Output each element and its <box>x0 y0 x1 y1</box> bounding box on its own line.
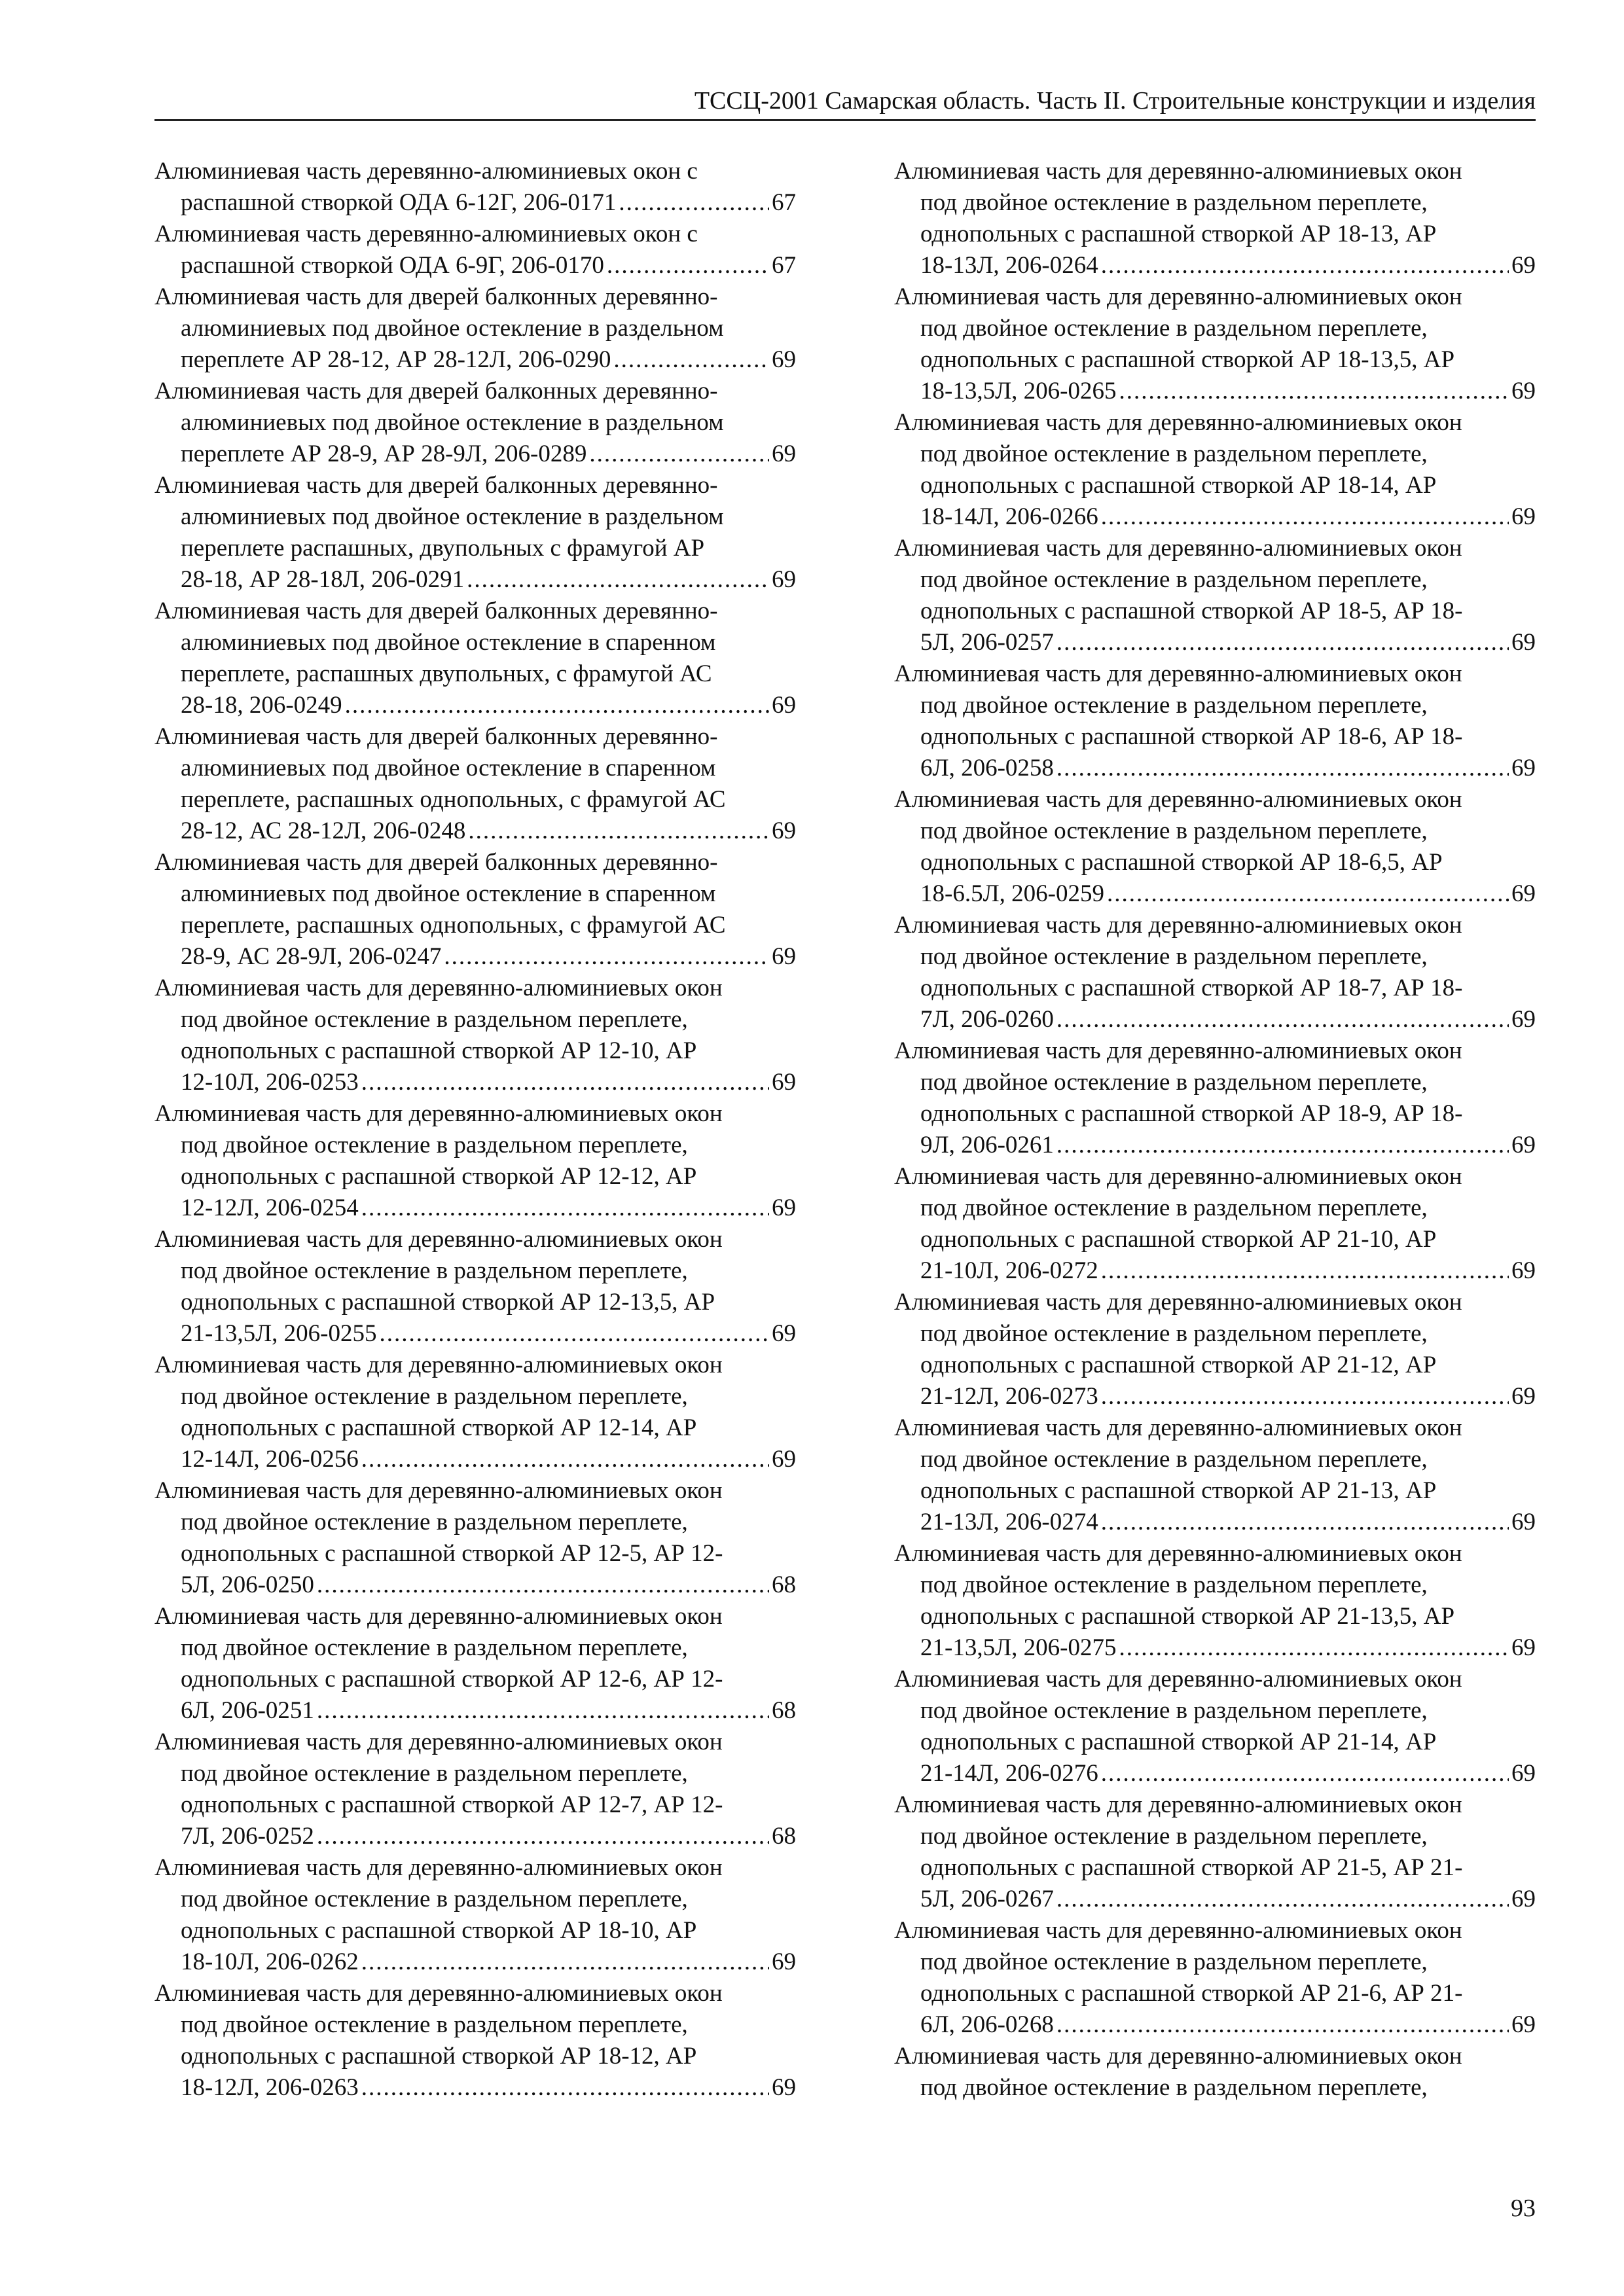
entry-last-line <box>894 1004 1536 1035</box>
entry-page-number: 69 <box>772 1194 796 1221</box>
entry-text: 12-14Л, 206-0256 <box>181 1446 359 1473</box>
entry-line: Алюминиевая часть для деревянно-алюминиевых окон <box>894 1163 1462 1190</box>
entry-line: Алюминиевая часть для деревянно-алюминиевых окон <box>154 1854 723 1881</box>
dot-leader <box>1101 250 1509 281</box>
entry-line: однопольных с распашной створкой АР 18-10, АР <box>181 1917 697 1944</box>
dot-leader <box>345 690 769 721</box>
entry-line: однопольных с распашной створкой АР 12-10, АР <box>181 1037 697 1064</box>
entry-page-number: 69 <box>772 1446 796 1473</box>
entry-line: под двойное остекление в раздельном переплете, <box>920 1069 1428 1096</box>
entry-last-line <box>894 501 1536 533</box>
entry-line: переплете, распашных однопольных, с фрамугой АС <box>181 786 726 813</box>
entry-line: однопольных с распашной створкой АР 18-9, АР 18- <box>920 1100 1463 1127</box>
entry-page-number: 69 <box>772 692 796 719</box>
entry-text: 5Л, 206-0250 <box>181 1571 314 1598</box>
index-entry <box>154 847 796 973</box>
entry-line: под двойное остекление в раздельном переплете, <box>181 1634 688 1661</box>
index-entry <box>894 1538 1536 1664</box>
dot-leader <box>317 1570 769 1601</box>
entry-line: однопольных с распашной створкой АР 21-13, АР <box>920 1477 1437 1504</box>
index-entry <box>154 1852 796 1978</box>
dot-leader <box>380 1318 770 1350</box>
entry-line: алюминиевых под двойное остекление в раздельном <box>181 503 724 530</box>
index-entry <box>894 1664 1536 1789</box>
dot-leader <box>1056 1130 1509 1161</box>
entry-line: под двойное остекление в раздельном переплете, <box>920 440 1428 467</box>
entry-text: 6Л, 206-0251 <box>181 1697 314 1724</box>
entry-page-number: 69 <box>1511 378 1536 404</box>
dot-leader <box>589 439 769 470</box>
dot-leader <box>317 1821 769 1852</box>
entry-line: Алюминиевая часть для дверей балконных деревянно- <box>154 378 718 404</box>
dot-leader <box>1056 627 1509 658</box>
entry-text: 12-10Л, 206-0253 <box>181 1069 359 1096</box>
entry-last-line <box>154 690 796 721</box>
entry-line: однопольных с распашной створкой АР 18-12, АР <box>181 2043 697 2070</box>
entry-line: однопольных с распашной створкой АР 21-12, АР <box>920 1352 1437 1378</box>
entry-line: Алюминиевая часть для деревянно-алюминиевых окон <box>894 2043 1462 2070</box>
dot-leader <box>444 941 769 973</box>
entry-last-line <box>894 376 1536 407</box>
entry-line: однопольных с распашной створкой АР 12-6, АР 12- <box>181 1666 723 1693</box>
entry-text: 21-13,5Л, 206-0255 <box>181 1320 377 1347</box>
entry-line: под двойное остекление в раздельном переплете, <box>920 1948 1428 1975</box>
entry-last-line <box>154 1067 796 1098</box>
entry-last-line <box>154 439 796 470</box>
dot-leader <box>1056 753 1509 784</box>
index-entry <box>894 658 1536 784</box>
index-entry <box>154 1350 796 1475</box>
entry-text: 6Л, 206-0258 <box>920 755 1054 781</box>
entry-line: однопольных с распашной створкой АР 12-5, АР 12- <box>181 1540 723 1567</box>
entry-page-number: 69 <box>1511 755 1536 781</box>
dot-leader <box>619 187 769 219</box>
entry-last-line <box>894 1632 1536 1664</box>
entry-page-number: 69 <box>1511 2011 1536 2038</box>
entry-line: Алюминиевая часть для деревянно-алюминиевых окон <box>154 1603 723 1630</box>
entry-line: однопольных с распашной створкой АР 12-13,5, АР <box>181 1289 715 1316</box>
entry-line: под двойное остекление в раздельном переплете, <box>920 189 1428 216</box>
entry-text: 18-13,5Л, 206-0265 <box>920 378 1117 404</box>
entry-line: алюминиевых под двойное остекление в спаренном <box>181 755 716 781</box>
index-entry <box>894 784 1536 910</box>
entry-line: Алюминиевая часть для деревянно-алюминиевых окон <box>154 1226 723 1253</box>
entry-last-line <box>154 344 796 376</box>
entry-line: Алюминиевая часть для деревянно-алюминиевых окон <box>894 660 1462 687</box>
entry-last-line <box>894 1884 1536 1915</box>
entry-last-line <box>154 564 796 596</box>
dot-leader <box>613 344 769 376</box>
entry-line: под двойное остекление в раздельном переплете, <box>920 566 1428 593</box>
entry-line: Алюминиевая часть для деревянно-алюминиевых окон <box>894 1540 1462 1567</box>
entry-last-line <box>154 1821 796 1852</box>
entry-last-line <box>154 1444 796 1475</box>
entry-text: 21-12Л, 206-0273 <box>920 1383 1098 1410</box>
entry-page-number: 69 <box>1511 1886 1536 1912</box>
index-entry <box>894 1915 1536 2041</box>
entry-last-line <box>894 250 1536 281</box>
page-number: 93 <box>1511 2195 1536 2222</box>
entry-page-number: 69 <box>1511 1760 1536 1787</box>
entry-line: переплете распашных, двупольных с фрамугой АР <box>181 535 705 562</box>
index-entry <box>894 156 1536 281</box>
entry-text: 5Л, 206-0267 <box>920 1886 1054 1912</box>
entry-text: 18-6.5Л, 206-0259 <box>920 880 1104 907</box>
entry-page-number: 69 <box>1511 1634 1536 1661</box>
entry-text: 28-18, 206-0249 <box>181 692 342 719</box>
entry-last-line <box>894 1758 1536 1789</box>
entry-page-number: 69 <box>1511 1509 1536 1535</box>
entry-line: переплете, распашных двупольных, с фрамугой АС <box>181 660 712 687</box>
entry-line: под двойное остекление в раздельном переплете, <box>181 1132 688 1158</box>
entry-text: 18-10Л, 206-0262 <box>181 1948 359 1975</box>
entry-last-line <box>894 1381 1536 1412</box>
entry-line: под двойное остекление в раздельном переплете, <box>920 1571 1428 1598</box>
entry-line: Алюминиевая часть для деревянно-алюминиевых окон <box>894 1289 1462 1316</box>
entry-line: однопольных с распашной створкой АР 18-13,5, АР <box>920 346 1455 373</box>
entry-text: 12-12Л, 206-0254 <box>181 1194 359 1221</box>
entry-line: Алюминиевая часть для деревянно-алюминиевых окон <box>154 1352 723 1378</box>
entry-text: переплете АР 28-9, АР 28-9Л, 206-0289 <box>181 440 587 467</box>
entry-page-number: 69 <box>1511 1257 1536 1284</box>
entry-last-line <box>154 250 796 281</box>
entry-line: под двойное остекление в раздельном переплете, <box>181 2011 688 2038</box>
entry-line: под двойное остекление в раздельном переплете, <box>920 2074 1428 2101</box>
index-entry <box>894 910 1536 1035</box>
entry-page-number: 68 <box>772 1571 796 1598</box>
entry-page-number: 69 <box>772 1320 796 1347</box>
entry-line: алюминиевых под двойное остекление в раздельном <box>181 409 724 436</box>
running-header <box>154 86 1536 121</box>
dot-leader <box>1056 1004 1509 1035</box>
entry-last-line <box>154 1193 796 1224</box>
entry-text: 7Л, 206-0252 <box>181 1823 314 1850</box>
dot-leader <box>468 816 769 847</box>
entry-last-line <box>894 2009 1536 2041</box>
entry-line: Алюминиевая часть деревянно-алюминиевых окон с <box>154 221 698 247</box>
dot-leader <box>1119 1632 1509 1664</box>
dot-leader <box>361 2072 769 2104</box>
entry-line: Алюминиевая часть деревянно-алюминиевых окон с <box>154 158 698 185</box>
entry-text: 21-13Л, 206-0274 <box>920 1509 1098 1535</box>
entry-line: Алюминиевая часть для деревянно-алюминиевых окон <box>894 1037 1462 1064</box>
entry-page-number: 69 <box>772 566 796 593</box>
entry-line: Алюминиевая часть для дверей балконных деревянно- <box>154 598 718 624</box>
index-entry <box>154 281 796 376</box>
index-entry <box>894 1161 1536 1287</box>
index-entry <box>154 470 796 596</box>
entry-line: однопольных с распашной створкой АР 18-6, АР 18- <box>920 723 1463 750</box>
entry-line: Алюминиевая часть для деревянно-алюминиевых окон <box>154 1729 723 1755</box>
entry-line: однопольных с распашной створкой АР 18-7, АР 18- <box>920 975 1463 1001</box>
entry-page-number: 69 <box>1511 1383 1536 1410</box>
entry-line: Алюминиевая часть для деревянно-алюминиевых окон <box>894 409 1462 436</box>
entry-line: алюминиевых под двойное остекление в спаренном <box>181 629 716 656</box>
entry-page-number: 69 <box>1511 252 1536 279</box>
dot-leader <box>1056 1884 1509 1915</box>
entry-text: 6Л, 206-0268 <box>920 2011 1054 2038</box>
index-entry <box>894 1035 1536 1161</box>
entry-page-number: 69 <box>772 2074 796 2101</box>
index-entry <box>154 1727 796 1852</box>
entry-line: однопольных с распашной створкой АР 18-6,5, АР <box>920 849 1443 876</box>
index-entry <box>894 1789 1536 1915</box>
index-entry <box>894 533 1536 658</box>
entry-line: под двойное остекление в раздельном переплете, <box>920 1823 1428 1850</box>
entry-text: 18-13Л, 206-0264 <box>920 252 1098 279</box>
entry-line: под двойное остекление в раздельном переплете, <box>181 1760 688 1787</box>
entry-line: под двойное остекление в раздельном переплете, <box>181 1257 688 1284</box>
entry-line: под двойное остекление в раздельном переплете, <box>920 817 1428 844</box>
entry-last-line <box>894 1255 1536 1287</box>
entry-line: Алюминиевая часть для деревянно-алюминиевых окон <box>894 1791 1462 1818</box>
entry-page-number: 69 <box>1511 880 1536 907</box>
entry-line: однопольных с распашной створкой АР 21-13,5, АР <box>920 1603 1455 1630</box>
dot-leader <box>361 1193 769 1224</box>
entry-line: однопольных с распашной створкой АР 21-6, АР 21- <box>920 1980 1463 2007</box>
entry-line: под двойное остекление в раздельном переплете, <box>181 1383 688 1410</box>
entry-text: 28-9, АС 28-9Л, 206-0247 <box>181 943 442 970</box>
dot-leader <box>1119 376 1509 407</box>
entry-line: Алюминиевая часть для деревянно-алюминиевых окон <box>154 975 723 1001</box>
entry-page-number: 67 <box>772 252 796 279</box>
entry-line: под двойное остекление в раздельном переплете, <box>920 692 1428 719</box>
entry-line: однопольных с распашной створкой АР 21-5, АР 21- <box>920 1854 1463 1881</box>
entry-line: Алюминиевая часть для деревянно-алюминиевых окон <box>894 1666 1462 1693</box>
index-entry <box>154 973 796 1098</box>
entry-text: 7Л, 206-0260 <box>920 1006 1054 1033</box>
entry-last-line <box>894 753 1536 784</box>
index-column-right <box>894 156 1536 2104</box>
entry-page-number: 69 <box>772 943 796 970</box>
entry-last-line <box>154 1318 796 1350</box>
index-entry <box>154 1224 796 1350</box>
dot-leader <box>361 1067 769 1098</box>
dot-leader <box>1101 1255 1509 1287</box>
entry-text: 21-13,5Л, 206-0275 <box>920 1634 1117 1661</box>
dot-leader <box>1101 1381 1509 1412</box>
dot-leader <box>1107 878 1509 910</box>
entry-page-number: 69 <box>1511 1132 1536 1158</box>
entry-last-line <box>154 941 796 973</box>
dot-leader <box>361 1946 769 1978</box>
entry-line: алюминиевых под двойное остекление в раздельном <box>181 315 724 342</box>
entry-line: Алюминиевая часть для деревянно-алюминиевых окон <box>894 158 1462 185</box>
entry-page-number: 69 <box>1511 1006 1536 1033</box>
index-entry <box>894 2041 1536 2104</box>
entry-line: Алюминиевая часть для дверей балконных деревянно- <box>154 723 718 750</box>
entry-page-number: 69 <box>772 346 796 373</box>
entry-last-line <box>894 627 1536 658</box>
entry-last-line <box>154 1695 796 1727</box>
dot-leader <box>361 1444 769 1475</box>
index-entry <box>894 407 1536 533</box>
entry-page-number: 69 <box>772 1948 796 1975</box>
entry-line: под двойное остекление в раздельном переплете, <box>181 1006 688 1033</box>
entry-page-number: 69 <box>772 440 796 467</box>
entry-page-number: 69 <box>772 1069 796 1096</box>
index-entry <box>154 219 796 281</box>
index-entry <box>154 376 796 470</box>
header-title: ТССЦ-2001 Самарская область. Часть II. Строительные конструкции и изделия <box>694 87 1536 115</box>
entry-text: 18-14Л, 206-0266 <box>920 503 1098 530</box>
entry-page-number: 69 <box>1511 503 1536 530</box>
entry-line: Алюминиевая часть для деревянно-алюминиевых окон <box>894 786 1462 813</box>
entry-page-number: 68 <box>772 1697 796 1724</box>
entry-page-number: 69 <box>1511 629 1536 656</box>
entry-line: под двойное остекление в раздельном переплете, <box>920 1697 1428 1724</box>
entry-last-line <box>154 1946 796 1978</box>
entry-line: Алюминиевая часть для деревянно-алюминиевых окон <box>154 1100 723 1127</box>
index-entry <box>154 1098 796 1224</box>
dot-leader <box>467 564 769 596</box>
index-entry <box>154 721 796 847</box>
entry-text: 21-10Л, 206-0272 <box>920 1257 1098 1284</box>
entry-line: однопольных с распашной створкой АР 21-14, АР <box>920 1729 1437 1755</box>
index-entry <box>154 156 796 219</box>
index-entry <box>894 1287 1536 1412</box>
entry-line: под двойное остекление в раздельном переплете, <box>920 943 1428 970</box>
entry-line: под двойное остекление в раздельном переплете, <box>920 1320 1428 1347</box>
entry-last-line <box>894 1507 1536 1538</box>
index-entry <box>154 596 796 721</box>
entry-line: алюминиевых под двойное остекление в спаренном <box>181 880 716 907</box>
dot-leader <box>1101 1507 1509 1538</box>
index-entry <box>894 281 1536 407</box>
dot-leader <box>317 1695 769 1727</box>
entry-line: Алюминиевая часть для деревянно-алюминиевых окон <box>894 912 1462 939</box>
dot-leader <box>1101 1758 1509 1789</box>
entry-line: переплете, распашных однопольных, с фрамугой АС <box>181 912 726 939</box>
entry-last-line <box>154 2072 796 2104</box>
entry-text: переплете АР 28-12, АР 28-12Л, 206-0290 <box>181 346 611 373</box>
entry-line: Алюминиевая часть для деревянно-алюминиевых окон <box>154 1477 723 1504</box>
entry-last-line <box>154 187 796 219</box>
entry-line: Алюминиевая часть для деревянно-алюминиевых окон <box>894 1917 1462 1944</box>
index-entry <box>894 1412 1536 1538</box>
entry-text: распашной створкой ОДА 6-12Г, 206-0171 <box>181 189 617 216</box>
entry-page-number: 67 <box>772 189 796 216</box>
entry-text: 28-12, АС 28-12Л, 206-0248 <box>181 817 466 844</box>
entry-last-line <box>894 1130 1536 1161</box>
entry-line: под двойное остекление в раздельном переплете, <box>181 1509 688 1535</box>
entry-line: Алюминиевая часть для деревянно-алюминиевых окон <box>894 1414 1462 1441</box>
entry-text: 18-12Л, 206-0263 <box>181 2074 359 2101</box>
entry-last-line <box>154 816 796 847</box>
index-column-left <box>154 156 796 2104</box>
entry-page-number: 69 <box>772 817 796 844</box>
entry-line: Алюминиевая часть для деревянно-алюминиевых окон <box>894 283 1462 310</box>
entry-last-line <box>894 878 1536 910</box>
entry-line: однопольных с распашной створкой АР 18-14, АР <box>920 472 1437 499</box>
entry-text: 9Л, 206-0261 <box>920 1132 1054 1158</box>
entry-text: 5Л, 206-0257 <box>920 629 1054 656</box>
index-entry <box>154 1601 796 1727</box>
entry-line: Алюминиевая часть для деревянно-алюминиевых окон <box>154 1980 723 2007</box>
entry-line: Алюминиевая часть для дверей балконных деревянно- <box>154 283 718 310</box>
entry-line: под двойное остекление в раздельном переплете, <box>920 1446 1428 1473</box>
entry-text: 28-18, АР 28-18Л, 206-0291 <box>181 566 465 593</box>
index-entry <box>154 1978 796 2104</box>
index-entry <box>154 1475 796 1601</box>
entry-line: под двойное остекление в раздельном переплете, <box>920 315 1428 342</box>
entry-line: под двойное остекление в раздельном переплете, <box>181 1886 688 1912</box>
entry-line: Алюминиевая часть для дверей балконных деревянно- <box>154 472 718 499</box>
dot-leader <box>1056 2009 1509 2041</box>
entry-page-number: 68 <box>772 1823 796 1850</box>
entry-line: Алюминиевая часть для деревянно-алюминиевых окон <box>894 535 1462 562</box>
entry-line: однопольных с распашной створкой АР 12-12, АР <box>181 1163 697 1190</box>
entry-line: однопольных с распашной створкой АР 18-13, АР <box>920 221 1437 247</box>
entry-last-line <box>154 1570 796 1601</box>
entry-line: однопольных с распашной створкой АР 18-5, АР 18- <box>920 598 1463 624</box>
entry-text: 21-14Л, 206-0276 <box>920 1760 1098 1787</box>
entry-line: однопольных с распашной створкой АР 12-14, АР <box>181 1414 697 1441</box>
entry-text: распашной створкой ОДА 6-9Г, 206-0170 <box>181 252 604 279</box>
entry-line: однопольных с распашной створкой АР 12-7, АР 12- <box>181 1791 723 1818</box>
entry-line: под двойное остекление в раздельном переплете, <box>920 1194 1428 1221</box>
dot-leader <box>607 250 769 281</box>
entry-line: Алюминиевая часть для дверей балконных деревянно- <box>154 849 718 876</box>
dot-leader <box>1101 501 1509 533</box>
entry-line: однопольных с распашной створкой АР 21-10, АР <box>920 1226 1437 1253</box>
